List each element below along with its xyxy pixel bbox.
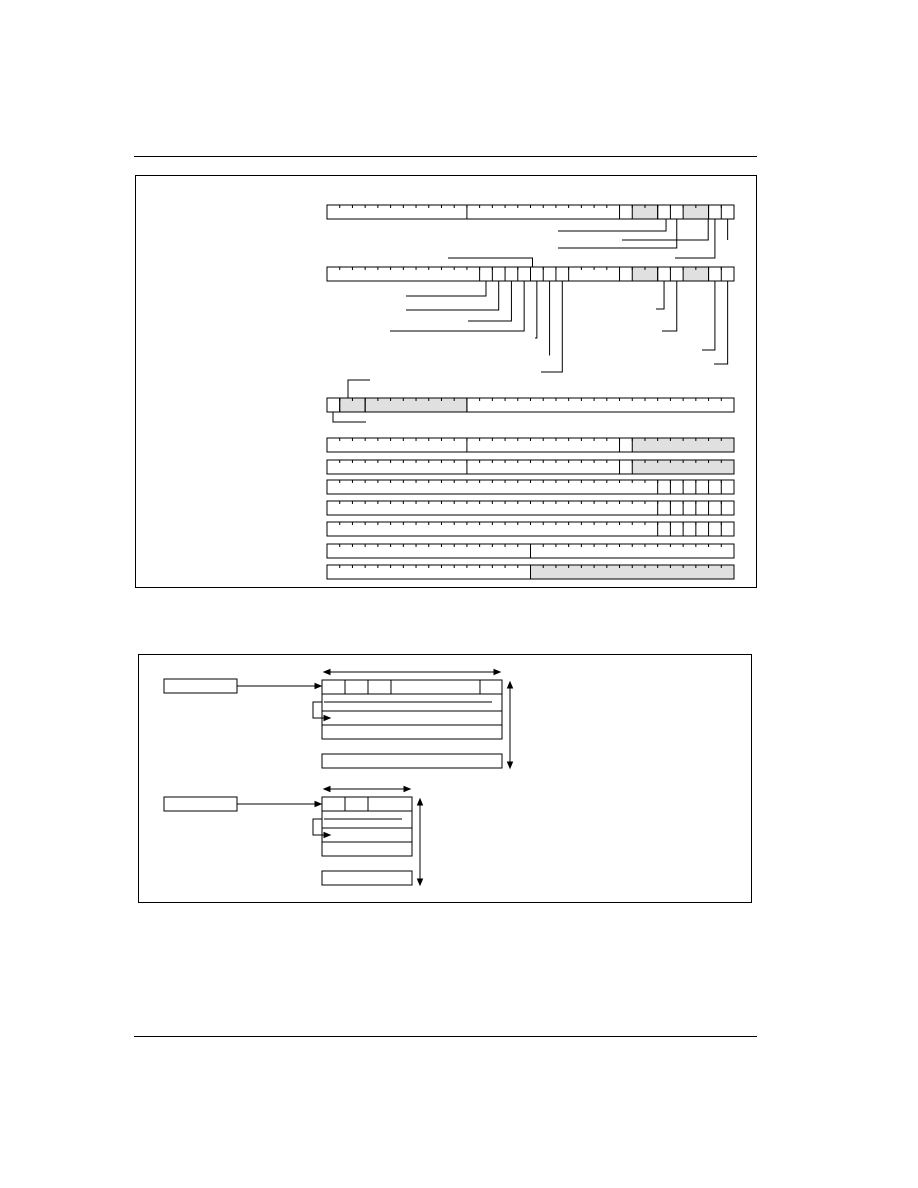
register-2-leader [535,281,537,338]
register-1-leader [558,219,677,248]
register-2-leader [714,281,728,364]
structure-2-header-row [322,797,412,811]
register-1-leader [675,219,715,258]
structure-1-height-arrow [508,762,513,768]
structure-1-width-arrow [494,670,500,675]
register-1-leader [558,219,666,231]
structure-2-height-arrow [418,879,423,885]
structure-1-header-row [322,680,502,694]
register-3-leader [333,412,366,422]
register-1-leader [622,219,708,240]
register-3-leader [348,380,370,398]
register-2-leader [468,281,511,321]
register-2-group-leader [448,258,533,267]
structure-2-width-arrow [324,787,330,792]
register-2-leader [406,281,486,296]
structure-2-tail-row [322,871,412,885]
structure-1-tail-row [322,754,502,768]
structure-1-body [322,694,502,739]
register-2-leader [702,281,715,350]
register-2-leader [541,281,562,372]
structure-1-pointer-arrow [315,684,321,689]
structure-2-pointer-arrow [315,802,321,807]
register-2-leader [656,281,664,309]
structure-2-pointer-box [164,797,237,811]
structure-1-height-arrow [508,682,513,688]
structure-1-width-arrow [324,670,330,675]
structure-1-pointer-box [164,679,237,693]
structure-2-link-arrow [324,833,330,838]
structure-1-link-arrow [324,716,330,721]
structure-2-width-arrow [404,787,410,792]
structure-2-body [322,811,412,856]
structure-2-height-arrow [418,799,423,805]
register-2-leader [390,281,524,331]
